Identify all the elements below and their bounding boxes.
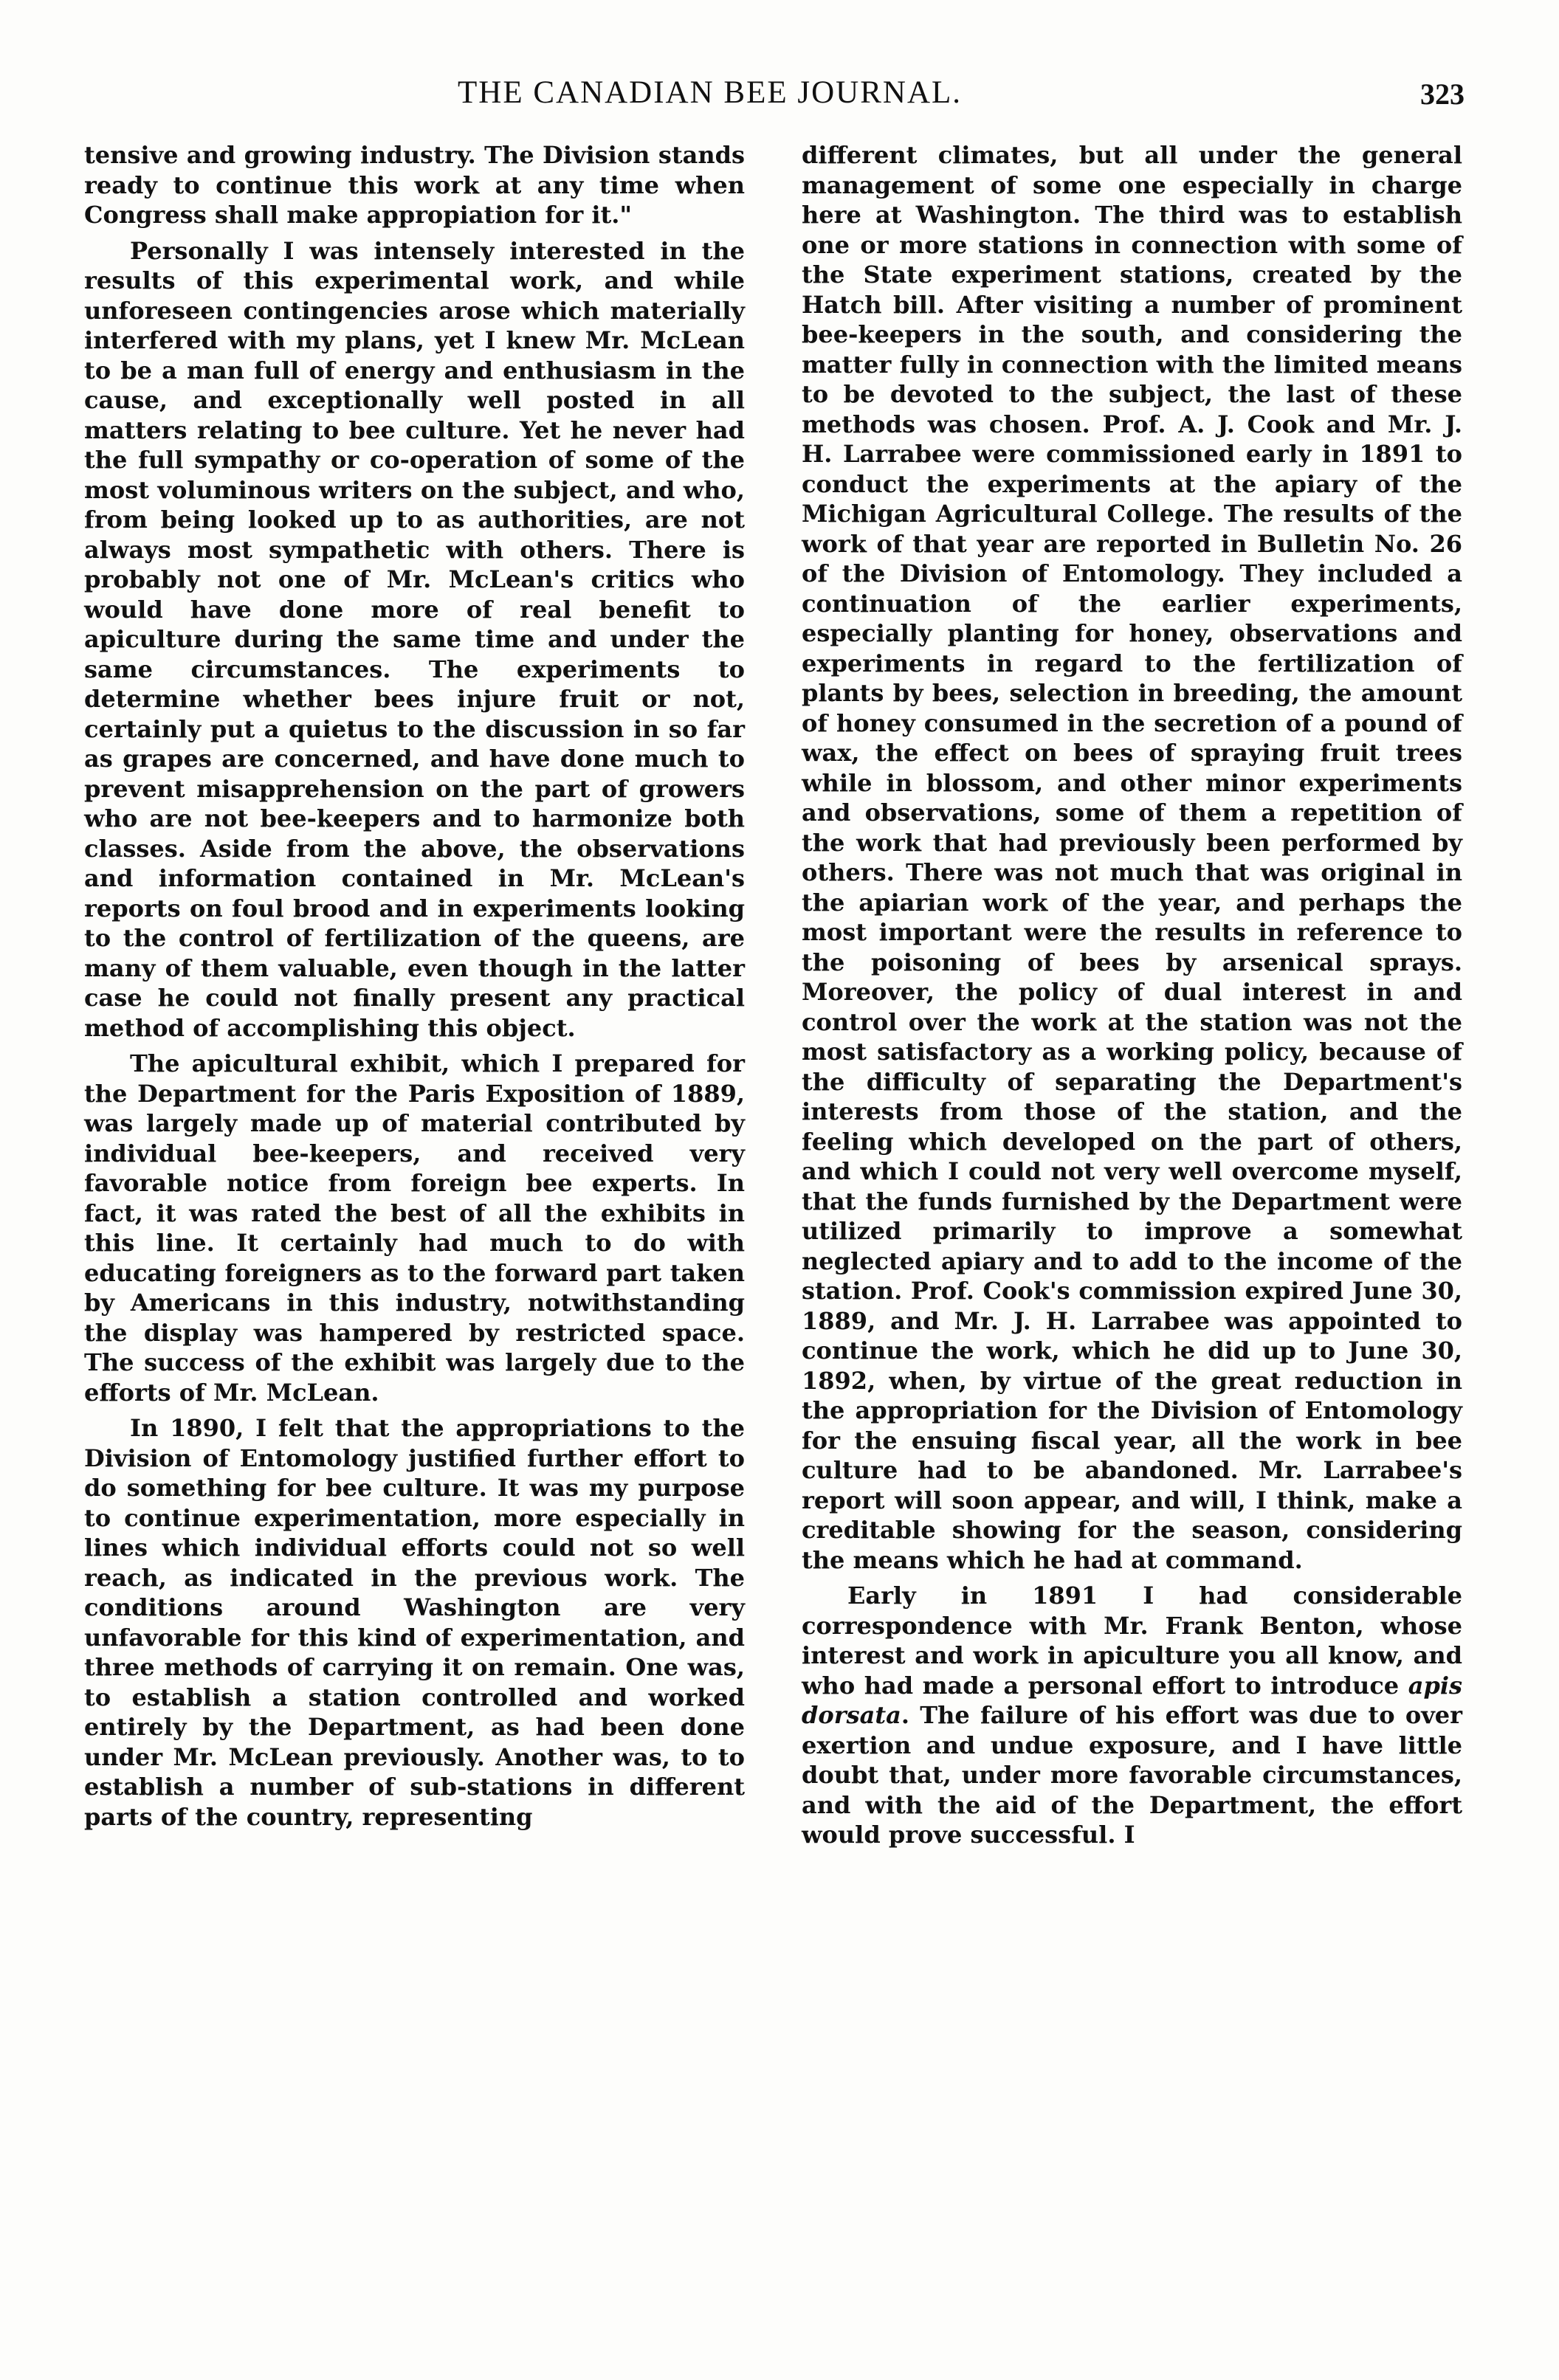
left-column bbox=[84, 140, 745, 1838]
paragraph: In 1890, I felt that the appropriations to the Division of Entomology justified further effort to do something for bee culture. It was my purpose to continue experimentation, more especially in lines which individual efforts could not so well reach, as indicated in the previous work. The conditions around Washington are very unfavorable for this kind of experimentation, and three methods of carrying it on remain. One was, to establish a station controlled and worked entirely by the Department, as had been done under Mr. McLean previously. Another was, to to establish a number of sub-stations in different parts of the country, representing bbox=[84, 1414, 745, 1831]
journal-title: THE CANADIAN BEE JOURNAL. bbox=[458, 75, 963, 110]
paragraph: different climates, but all under the general management of some one especially in charge here at Washington. The third was to establish one or more stations in connection with some of the State experiment stations, created by the Hatch bill. After visiting a number of prominent bee-keepers in the south, and considering the matter fully in connection with the limited means to be devoted to the subject, the last of these methods was chosen. Prof. A. J. Cook and Mr. J. H. Larrabee were commissioned early in 1891 to conduct the experiments at the apiary of the Michigan Agricultural College. The results of the work of that year are reported in Bulletin No. 26 of the Division of Entomology. They included a continuation of the earlier experiments, especially planting for honey, observations and experiments in regard to the fertilization of plants by bees, selection in breeding, the amount of honey consumed in the secretion of a pound of wax, the effect on bees of spraying fruit trees while in blossom, and other minor experiments and observations, some of them a repetition of the work that had previously been performed by others. There was not much that was original in the apiarian work of the year, and perhaps the most important were the results in reference to the poisoning of bees by arsenical sprays. Moreover, the policy of dual interest in and control over the work at the station was not the most satisfactory as a working policy, because of the difficulty of separating the Department's interests from those of the station, and the feeling which developed on the part of others, and which I could not very well overcome myself, that the funds furnished by the Department were utilized primarily to improve a somewhat neglected apiary and to add to the income of the station. Prof. Cook's commission expired June 30, 1889, and Mr. J. H. Larrabee was appointed to continue the work, which he did up to June 30, 1892, when, by virtue of the great reduction in the appropriation for the Division of Entomology for the ensuing fiscal year, all the work in bee culture had to be abandoned. Mr. Larrabee's report will soon appear, and will, I think, make a creditable showing for the season, considering the means which he had at command. bbox=[802, 141, 1462, 1574]
italic-species-name: apis dorsata bbox=[802, 1671, 1463, 1729]
right-column bbox=[802, 140, 1462, 1856]
paragraph-tail: . The failure of his effort was due to over exertion and undue exposure, and I have little doubt that, under more favorable circumstances, and with the aid of the Department, the effort would prove successful. I bbox=[802, 1701, 1462, 1849]
paragraph-text: Early in 1891 I had considerable correspondence with Mr. Frank Benton, whose interest and work in apiculture you all know, and who had made a personal effort to introduce bbox=[802, 1582, 1462, 1700]
page-header bbox=[458, 72, 1476, 117]
paragraph: The apicultural exhibit, which I prepared for the Department for the Paris Exposition of 1889, was largely made up of material contributed by individual bee-keepers, and received very favorable notice from foreign bee experts. In fact, it was rated the best of all the exhibits in this line. It certainly had much to do with educating foreigners as to the forward part taken by Americans in this industry, notwithstanding the display was hampered by restricted space. The success of the exhibit was largely due to the efforts of Mr. McLean. bbox=[84, 1049, 745, 1407]
paragraph: tensive and growing industry. The Division stands ready to continue this work at any time when Congress shall make appropiation for it." bbox=[84, 141, 745, 229]
paragraph-with-italic bbox=[802, 1581, 1462, 1850]
paragraph: Personally I was intensely interested in the results of this experimental work, and while unforeseen contingencies arose which materially interfered with my plans, yet I knew Mr. McLean to be a man full of energy and enthusiasm in the cause, and exceptionally well posted in all matters relating to bee culture. Yet he never had the full sympathy or co-operation of some of the most voluminous writers on the subject, and who, from being looked up to as authorities, are not always most sympathetic with others. There is probably not one of Mr. McLean's critics who would have done more of real benefit to apiculture during the same time and under the same circumstances. The experiments to determine whether bees injure fruit or not, certainly put a quietus to the discussion in so far as grapes are concerned, and have done much to prevent misapprehension on the part of growers who are not bee-keepers and to harmonize both classes. Aside from the above, the observations and information contained in Mr. McLean's reports on foul brood and in experiments looking to the control of fertilization of the queens, are many of them valuable, even though in the latter case he could not finally present any practical method of accomplishing this object. bbox=[84, 236, 745, 1042]
page-number: 323 bbox=[1420, 77, 1465, 111]
